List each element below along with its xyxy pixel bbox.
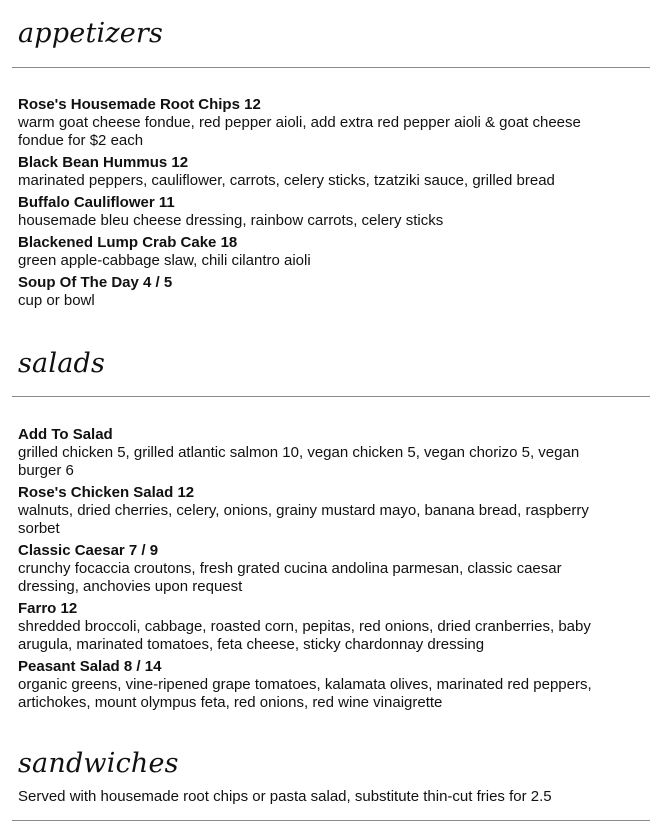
menu-item-description: walnuts, dried cherries, celery, onions, grainy mustard mayo, banana bread, raspberry sorbet [18,502,589,537]
menu-item [18,542,608,596]
section-title-sandwiches: sandwiches [18,748,179,779]
menu-item-name: Farro 12 [18,600,78,617]
menu-item-name: Classic Caesar 7 / 9 [18,542,159,559]
menu-item [18,426,608,480]
menu-item [18,484,608,538]
menu-item [18,658,608,712]
menu-item-description: organic greens, vine-ripened grape tomatoes, kalamata olives, marinated red peppers, artichokes, mount olympus feta, red onions, red wine vinaigrette [18,676,592,711]
menu-item [18,154,608,190]
menu-item [18,274,608,310]
menu-item-description: housemade bleu cheese dressing, rainbow carrots, celery sticks [18,212,444,229]
menu-item-name: Rose's Chicken Salad 12 [18,484,195,501]
menu-item-name: Black Bean Hummus 12 [18,154,189,171]
salads-list [18,426,608,716]
menu-item-name: Buffalo Cauliflower 11 [18,194,175,211]
menu-item-description: marinated peppers, cauliflower, carrots, celery sticks, tzatziki sauce, grilled bread [18,172,555,189]
menu-item [18,600,608,654]
menu-item-description: warm goat cheese fondue, red pepper aioli, add extra red pepper aioli & goat cheese fondue for $2 each [18,114,581,149]
menu-item-name: Add To Salad [18,426,113,443]
menu-item-description: crunchy focaccia croutons, fresh grated cucina andolina parmesan, classic caesar dressing, anchovies upon request [18,560,562,595]
menu-item-description: green apple-cabbage slaw, chili cilantro aioli [18,252,311,269]
section-title-salads: salads [18,348,106,379]
section-title-appetizers: appetizers [18,18,164,49]
section-note: Served with housemade root chips or pasta salad, substitute thin-cut fries for 2.5 [18,788,552,805]
menu-item-description: cup or bowl [18,292,95,309]
section-divider [12,396,650,397]
menu-item-name: Rose's Housemade Root Chips 12 [18,96,261,113]
menu-item [18,194,608,230]
menu-item-name: Peasant Salad 8 / 14 [18,658,162,675]
menu-item-description: grilled chicken 5, grilled atlantic salmon 10, vegan chicken 5, vegan chorizo 5, vegan burger 6 [18,444,580,479]
menu-item [18,234,608,270]
menu-item-name: Blackened Lump Crab Cake 18 [18,234,238,251]
menu-item [18,96,608,150]
section-divider [12,820,650,821]
menu-item-name: Soup Of The Day 4 / 5 [18,274,173,291]
menu-item-description: shredded broccoli, cabbage, roasted corn, pepitas, red onions, dried cranberries, baby arugula, marinated tomatoes, feta cheese, sticky chardonnay dressing [18,618,591,653]
section-divider [12,67,650,68]
appetizers-list [18,96,608,314]
